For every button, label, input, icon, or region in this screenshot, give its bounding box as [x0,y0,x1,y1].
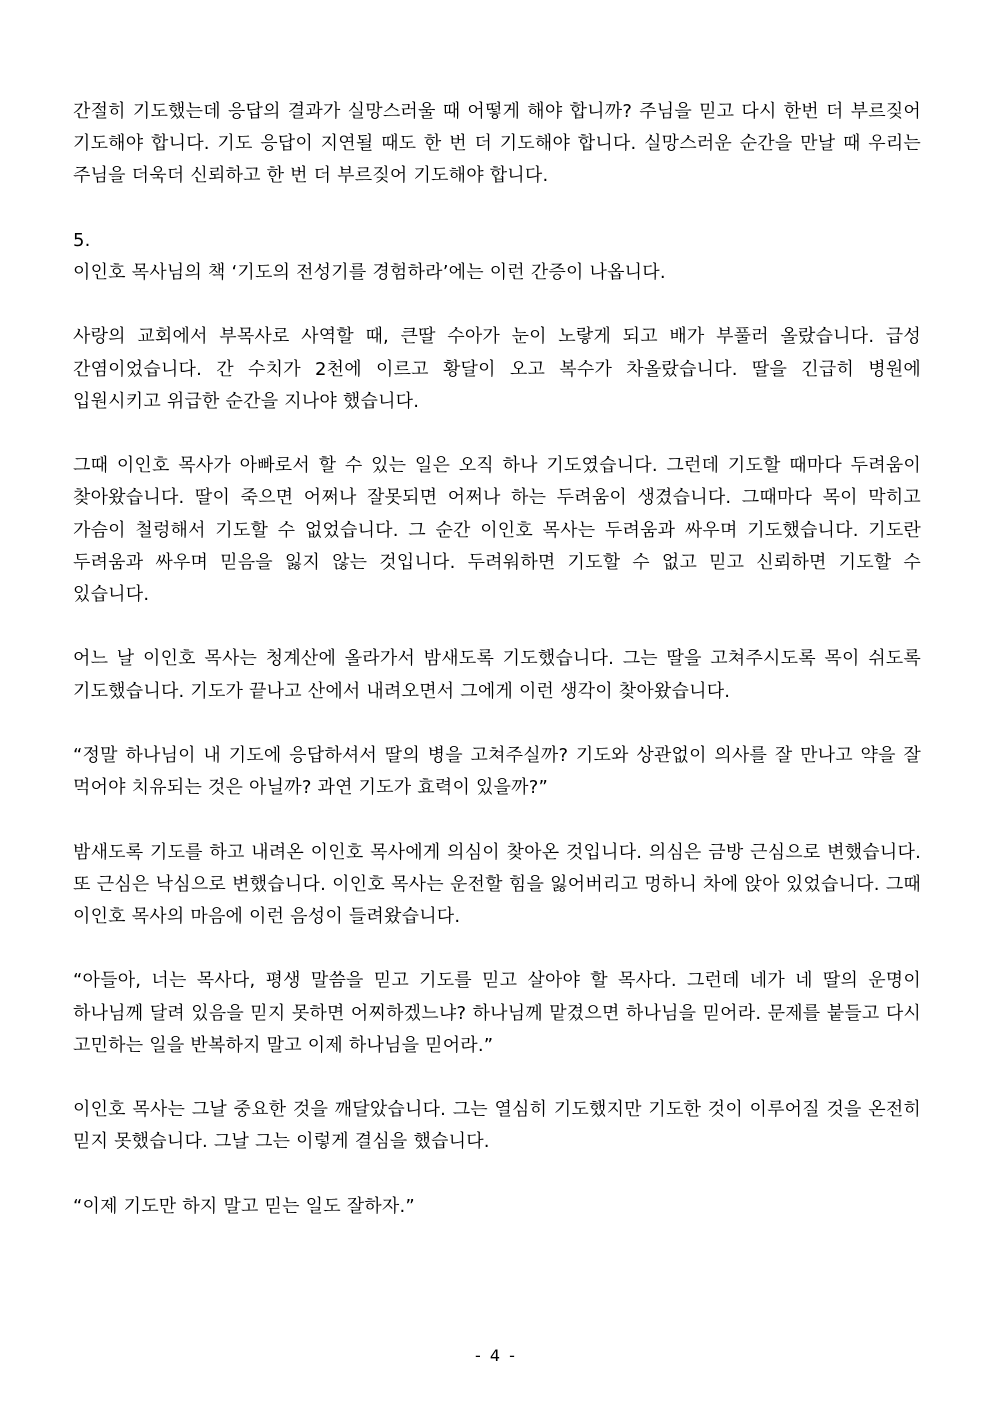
paragraph: 어느 날 이인호 목사는 청계산에 올라가서 밤새도록 기도했습니다. 그는 딸을 고쳐주시도록 목이 쉬도록 기도했습니다. 기도가 끝나고 산에서 내려오면서 그에게 이런 생각이 찾아왔습니다. [73,648,921,702]
paragraph: 밤새도록 기도를 하고 내려온 이인호 목사에게 의심이 찾아온 것입니다. 의심은 금방 근심으로 변했습니다. 또 근심은 낙심으로 변했습니다. 이인호 목사는 운전할 힘을 잃어버리고 멍하니 차에 앉아 있었습니다. 그때 이인호 목사의 마음에 이런 음성이 들려왔습니다. [73,841,921,927]
quote-paragraph: “정말 하나님이 내 기도에 응답하셔서 딸의 병을 고쳐주실까? 기도와 상관없이 의사를 잘 만나고 약을 잘 먹어야 치유되는 것은 아닐까? 과연 기도가 효력이 있을까?” [73,744,921,799]
quote-paragraph: “아들아, 너는 목사다, 평생 말씀을 믿고 기도를 믿고 살아야 할 목사다. 그런데 네가 네 딸의 운명이 하나님께 달려 있음을 믿지 못하면 어찌하겠느냐? 하나님께 맡겼으면 하나님을 믿어라. 문제를 붙들고 다시 고민하는 일을 반복하지 말고 이제 하나님을 믿어라.” [73,970,921,1056]
paragraph: 사랑의 교회에서 부목사로 사역할 때, 큰딸 수아가 눈이 노랗게 되고 배가 부풀러 올랐습니다. 급성 간염이었습니다. 간 수치가 2천에 이르고 황달이 오고 복수가 차올랐습니다. 딸을 긴급히 병원에 입원시키고 위급한 순간을 지나야 했습니다. [73,326,921,412]
paragraph: 이인호 목사는 그날 중요한 것을 깨달았습니다. 그는 열심히 기도했지만 기도한 것이 이루어질 것을 온전히 믿지 못했습니다. 그날 그는 이렇게 결심을 했습니다. [73,1099,921,1153]
paragraph: 이인호 목사님의 책 ‘기도의 전성기를 경험하라’에는 이런 간증이 나옵니다. [73,262,666,283]
paragraph: 그때 이인호 목사가 아빠로서 할 수 있는 일은 오직 하나 기도였습니다. 그런데 기도할 때마다 두려움이 찾아왔습니다. 딸이 죽으면 어쩌나 잘못되면 어쩌나 하는 두려움이 생겼습니다. 그때마다 목이 막히고 가슴이 철렁해서 기도할 수 없었습니다. 그 순간 이인호 목사는 두려움과 싸우며 기도했습니다. 기도란 두려움과 싸우며 믿음을 잃지 않는 것입니다. 두려워하면 기도할 수 없고 믿고 신뢰하면 기도할 수 있습니다. [73,455,921,605]
paragraph: 간절히 기도했는데 응답의 결과가 실망스러울 때 어떻게 해야 합니까? 주님을 믿고 다시 한번 더 부르짖어 기도해야 합니다. 기도 응답이 지연될 때도 한 번 더 기도해야 합니다. 실망스러운 순간을 만날 때 우리는 주님을 더욱더 신뢰하고 한 번 더 부르짖어 기도해야 합니다. [73,101,921,187]
page-number: - 4 - [475,1346,517,1365]
body-text [73,96,921,1223]
section-number: 5. [73,229,91,251]
quote-paragraph: “이제 기도만 하지 말고 믿는 일도 잘하자.” [73,1195,415,1217]
